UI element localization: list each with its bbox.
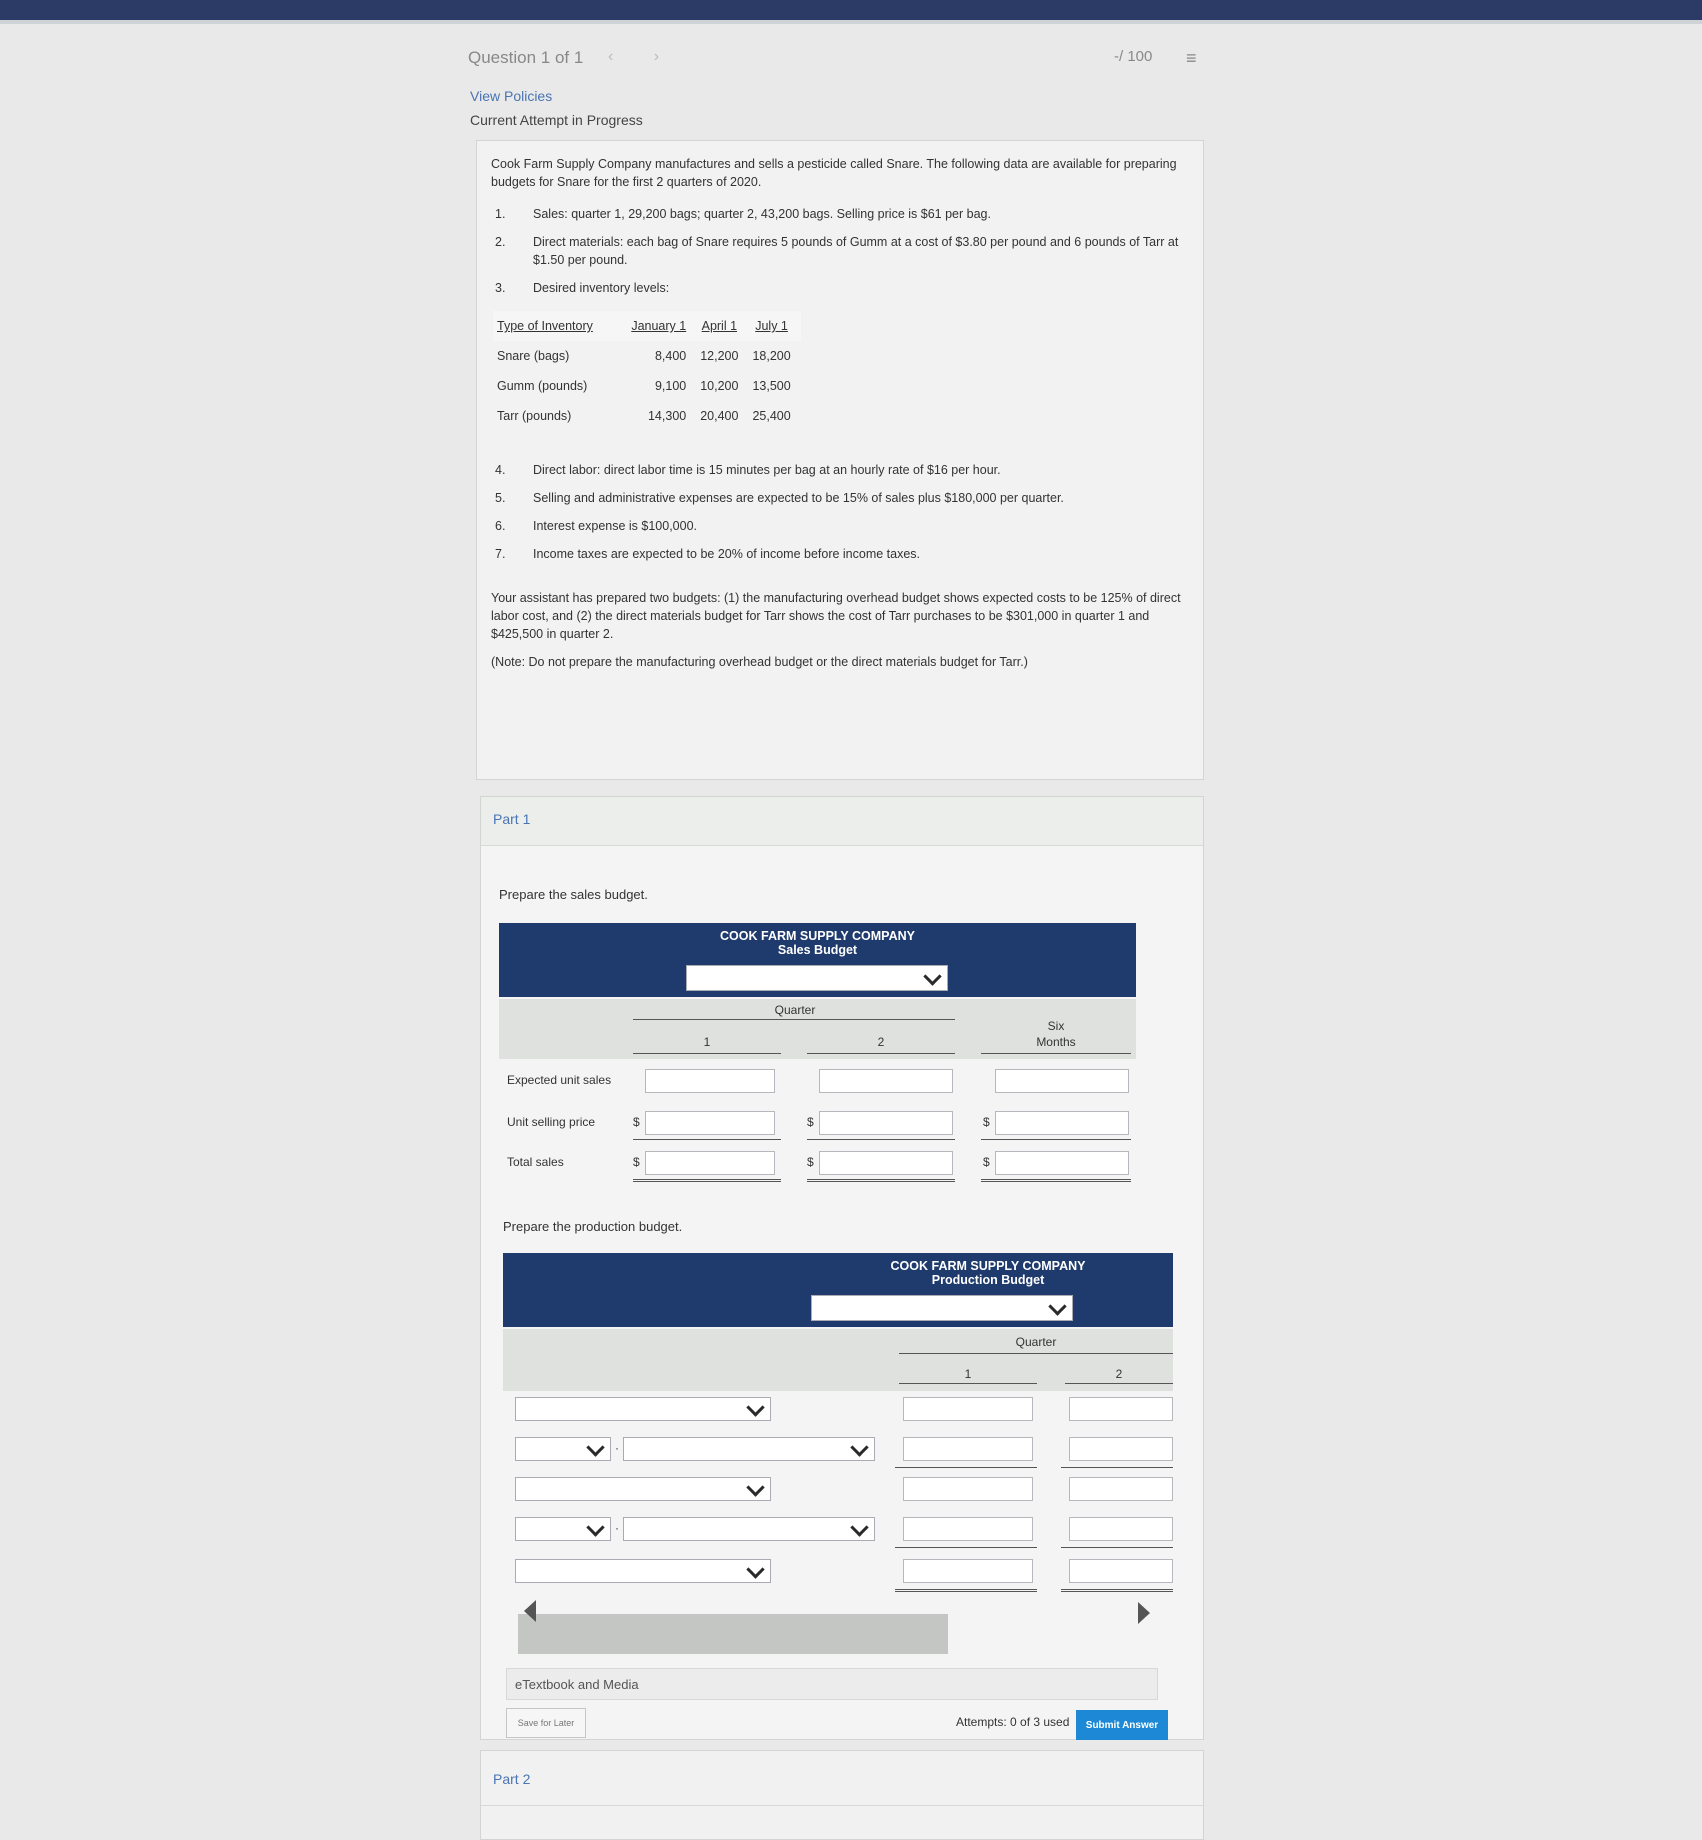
part-2-divider <box>481 1805 1203 1806</box>
col-rule <box>633 1139 781 1140</box>
production-row-2-q2-input[interactable] <box>1069 1437 1173 1461</box>
col-quarter-1: 1 <box>964 1367 972 1381</box>
production-row-5-select[interactable] <box>515 1559 771 1583</box>
col-rule <box>981 1053 1131 1054</box>
total-sales-q2-input[interactable] <box>819 1151 953 1175</box>
row-label-expected-unit-sales: Expected unit sales <box>507 1073 612 1087</box>
chevron-down-icon <box>746 1398 764 1416</box>
budget-title: Sales Budget <box>777 943 858 957</box>
quarter-label: Quarter <box>774 1003 816 1017</box>
double-rule <box>981 1179 1131 1182</box>
list-item <box>491 279 1189 297</box>
top-bar <box>0 0 1702 20</box>
item-number: 5. <box>495 491 506 505</box>
submit-answer-button[interactable]: Submit Answer <box>1076 1710 1168 1740</box>
col-quarter-2: 2 <box>877 1035 885 1049</box>
attempts-counter: Attempts: 0 of 3 used <box>956 1715 1070 1729</box>
question-nav-arrows[interactable]: ‹ › <box>608 48 678 65</box>
production-row-5-q2-input[interactable] <box>1069 1559 1173 1583</box>
item-text: Desired inventory levels: <box>533 281 670 295</box>
sales-period-select[interactable] <box>686 965 948 991</box>
column-header: January 1 <box>627 311 696 341</box>
table-cell: Tarr (pounds) <box>497 409 572 423</box>
part-2-label: Part 2 <box>493 1771 531 1787</box>
part-1-label: Part 1 <box>493 811 531 827</box>
item-number: 7. <box>495 547 506 561</box>
part-1-panel <box>480 796 1204 1740</box>
assistant-paragraph: Your assistant has prepared two budgets: (1) the manufacturing overhead budget shows expected costs to be 125% of direct labor cost, and (2) the direct materials budget for Tarr shows the cost of Tarr purchases to be $301,000 in quarter 1 and $425,500 in quarter 2. <box>491 591 1181 641</box>
attempt-status: Current Attempt in Progress <box>470 112 643 128</box>
table-row <box>493 341 801 371</box>
chevron-down-icon <box>850 1518 868 1536</box>
item-text: Sales: quarter 1, 29,200 bags; quarter 2, 43,200 bags. Selling price is $61 per bag. <box>533 207 991 221</box>
col-rule <box>895 1467 1037 1468</box>
col-rule <box>1065 1383 1173 1384</box>
question-header <box>468 48 1208 78</box>
company-name: COOK FARM SUPPLY COMPANY <box>720 929 915 943</box>
column-header: April 1 <box>696 311 748 341</box>
production-row-2-select[interactable] <box>623 1437 875 1461</box>
item-text: Selling and administrative expenses are expected to be 15% of sales plus $180,000 per quarter. <box>533 491 1064 505</box>
scroll-left-arrow-icon[interactable] <box>524 1600 536 1622</box>
budget-title: Production Budget <box>931 1273 1045 1287</box>
scroll-right-arrow-icon[interactable] <box>1138 1602 1150 1624</box>
production-row-3-q1-input[interactable] <box>903 1477 1033 1501</box>
table-cell: 20,400 <box>700 409 739 423</box>
item-number: 4. <box>495 463 506 477</box>
production-row-2-operator-select[interactable] <box>515 1437 611 1461</box>
col-rule <box>633 1053 781 1054</box>
table-row <box>493 401 801 431</box>
problem-intro: Cook Farm Supply Company manufactures and sells a pesticide called Snare. The following data are available for preparing budgets for Snare for the first 2 quarters of 2020. <box>491 157 1177 189</box>
score-display: -/ 100 <box>1114 48 1153 65</box>
list-item <box>491 489 1189 507</box>
production-row-1-select[interactable] <box>515 1397 771 1421</box>
chevron-down-icon <box>586 1518 604 1536</box>
production-row-4-operator-select[interactable] <box>515 1517 611 1541</box>
list-item <box>491 545 1189 563</box>
production-instruction: Prepare the production budget. <box>503 1219 683 1234</box>
problem-note: (Note: Do not prepare the manufacturing overhead budget or the direct materials budget for Tarr.) <box>491 655 1028 669</box>
expected-unit-sales-six-months-input[interactable] <box>995 1069 1129 1093</box>
etextbook-label: eTextbook and Media <box>515 1677 639 1692</box>
view-policies-link[interactable]: View Policies <box>470 88 553 104</box>
table-cell: 14,300 <box>647 409 687 423</box>
table-cell: Gumm (pounds) <box>497 379 588 393</box>
chevron-down-icon <box>1048 1297 1066 1315</box>
table-cell: 12,200 <box>700 349 739 363</box>
question-page <box>468 24 1208 1835</box>
company-name: COOK FARM SUPPLY COMPANY <box>890 1259 1086 1273</box>
unit-selling-price-six-months-input[interactable] <box>995 1111 1129 1135</box>
dollar-sign: $ <box>633 1155 640 1169</box>
production-row-1-q1-input[interactable] <box>903 1397 1033 1421</box>
production-row-1-q2-input[interactable] <box>1069 1397 1173 1421</box>
separator-dot: · <box>615 1521 619 1535</box>
inventory-table <box>493 311 801 431</box>
horizontal-scrollbar[interactable] <box>518 1614 948 1654</box>
quarter-rule <box>633 1019 955 1020</box>
item-text: Interest expense is $100,000. <box>533 519 698 533</box>
production-row-3-q2-input[interactable] <box>1069 1477 1173 1501</box>
chevron-down-icon <box>850 1438 868 1456</box>
col-six-months-line2: Months <box>1036 1035 1076 1049</box>
column-header: July 1 <box>748 311 800 341</box>
list-item <box>491 233 1189 269</box>
production-period-select[interactable] <box>811 1295 1073 1321</box>
total-sales-six-months-input[interactable] <box>995 1151 1129 1175</box>
col-rule <box>899 1383 1037 1384</box>
quarter-rule <box>899 1353 1173 1354</box>
etextbook-media-bar[interactable] <box>506 1668 1158 1700</box>
table-cell: 13,500 <box>752 379 791 393</box>
col-rule <box>1061 1547 1173 1548</box>
total-sales-q1-input[interactable] <box>645 1151 775 1175</box>
production-row-2-q1-input[interactable] <box>903 1437 1033 1461</box>
col-quarter-1: 1 <box>703 1035 711 1049</box>
chevron-down-icon <box>746 1560 764 1578</box>
col-rule <box>895 1547 1037 1548</box>
item-text: Direct materials: each bag of Snare requires 5 pounds of Gumm at a cost of $3.80 per pound and 6 pounds of Tarr at $1.50 per pound. <box>533 235 1179 267</box>
col-rule <box>807 1139 955 1140</box>
expected-unit-sales-q2-input[interactable] <box>819 1069 953 1093</box>
production-row-3-select[interactable] <box>515 1477 771 1501</box>
chevron-down-icon <box>923 967 941 985</box>
row-label-total-sales: Total sales <box>507 1155 564 1169</box>
separator-dot: · <box>615 1441 619 1455</box>
problem-statement <box>476 140 1204 780</box>
row-label-unit-selling-price: Unit selling price <box>507 1115 596 1129</box>
part-1-header <box>481 797 1203 846</box>
table-cell: 9,100 <box>654 379 687 393</box>
table-cell: 10,200 <box>700 379 739 393</box>
quarter-label: Quarter <box>1015 1335 1057 1349</box>
item-text: Income taxes are expected to be 20% of income before income taxes. <box>533 547 921 561</box>
expected-unit-sales-q1-input[interactable] <box>645 1069 775 1093</box>
dollar-sign: $ <box>807 1115 814 1129</box>
double-rule <box>633 1179 781 1182</box>
table-cell: Snare (bags) <box>497 349 570 363</box>
col-rule <box>1061 1467 1173 1468</box>
list-item <box>491 517 1189 535</box>
unit-selling-price-q2-input[interactable] <box>819 1111 953 1135</box>
question-title: Question 1 of 1 <box>468 48 584 67</box>
menu-icon[interactable]: ≡ <box>1186 48 1197 68</box>
unit-selling-price-q1-input[interactable] <box>645 1111 775 1135</box>
production-row-5-q1-input[interactable] <box>903 1559 1033 1583</box>
item-number: 6. <box>495 519 506 533</box>
sales-instruction: Prepare the sales budget. <box>499 887 648 902</box>
table-row <box>493 371 801 401</box>
column-header: Type of Inventory <box>493 311 627 341</box>
double-rule <box>895 1589 1037 1592</box>
col-quarter-2: 2 <box>1115 1367 1123 1381</box>
item-number: 1. <box>495 207 506 221</box>
col-rule <box>981 1139 1131 1140</box>
item-number: 2. <box>495 235 506 249</box>
table-cell: 25,400 <box>752 409 791 423</box>
item-number: 3. <box>495 281 506 295</box>
dollar-sign: $ <box>807 1155 814 1169</box>
production-row-4-q2-input[interactable] <box>1069 1517 1173 1541</box>
table-header-row <box>493 311 801 341</box>
item-text: Direct labor: direct labor time is 15 minutes per bag at an hourly rate of $16 per hour. <box>533 463 1001 477</box>
part-2-panel <box>480 1750 1204 1840</box>
list-item <box>491 205 1189 223</box>
dollar-sign: $ <box>983 1115 990 1129</box>
double-rule <box>1061 1589 1173 1592</box>
table-cell: 18,200 <box>752 349 791 363</box>
col-six-months-line1: Six <box>1047 1019 1065 1033</box>
save-for-later-button[interactable]: Save for Later <box>506 1708 586 1738</box>
col-rule <box>807 1053 955 1054</box>
dollar-sign: $ <box>983 1155 990 1169</box>
chevron-down-icon <box>586 1438 604 1456</box>
chevron-down-icon <box>746 1478 764 1496</box>
dollar-sign: $ <box>633 1115 640 1129</box>
list-item <box>491 461 1189 479</box>
table-cell: 8,400 <box>654 349 687 363</box>
double-rule <box>807 1179 955 1182</box>
production-row-4-select[interactable] <box>623 1517 875 1541</box>
production-row-4-q1-input[interactable] <box>903 1517 1033 1541</box>
